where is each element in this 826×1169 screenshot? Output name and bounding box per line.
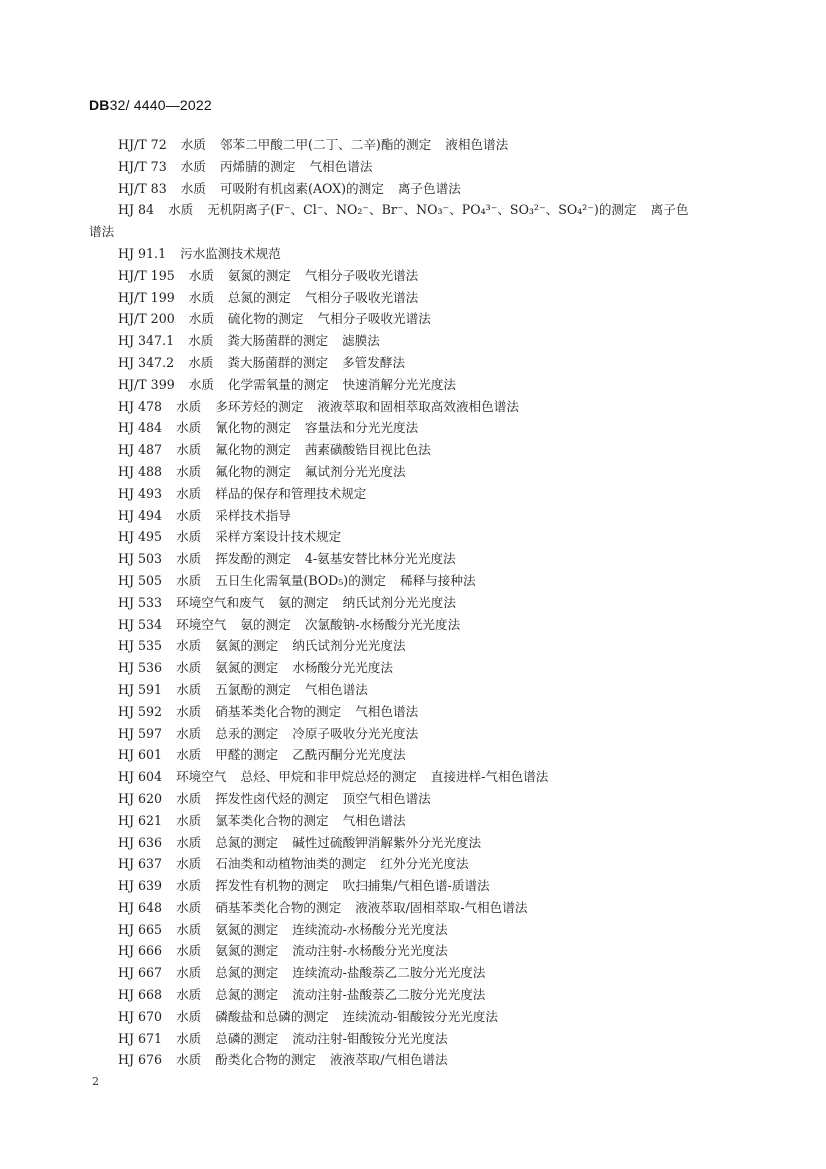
standard-title: 化学需氧量的测定: [227, 376, 329, 392]
standard-category: 水质: [176, 485, 202, 501]
standard-code: HJ 347.2: [118, 354, 175, 370]
standard-method: 稀释与接种法: [400, 572, 476, 588]
standard-category: 水质: [176, 1030, 202, 1046]
standard-category: 水质: [188, 354, 214, 370]
standard-category: 水质: [176, 572, 202, 588]
reference-item: [89, 1028, 739, 1050]
standard-title: 硝基苯类化合物的测定: [215, 899, 342, 915]
standard-code: HJ 668: [118, 987, 163, 1003]
reference-item: [89, 832, 739, 854]
standard-code: HJ 505: [118, 572, 163, 588]
standard-category: 水质: [176, 790, 202, 806]
document-header: [89, 97, 212, 113]
reference-item: [89, 788, 739, 810]
header-prefix: DB: [89, 97, 110, 113]
standard-method: 容量法和分光光度法: [304, 420, 419, 436]
standard-method: 流动注射-水杨酸分光光度法: [292, 943, 448, 959]
standard-code: HJ 494: [118, 507, 163, 523]
standard-category: 水质: [176, 965, 202, 981]
reference-item: [89, 461, 739, 483]
standard-method: 红外分光光度法: [380, 856, 469, 872]
standard-method: 气相色谱法: [342, 812, 406, 828]
standard-method: 冷原子吸收分光光度法: [292, 725, 419, 741]
standard-code: HJ/T 399: [118, 376, 175, 392]
standard-category: 水质: [176, 681, 202, 697]
reference-item: [89, 1006, 739, 1028]
standard-title: 邻苯二甲酸二甲(二丁、二辛)酯的测定: [219, 137, 432, 152]
reference-item: [89, 199, 739, 243]
standard-method: 气相分子吸收光谱法: [304, 289, 419, 305]
standard-title: 粪大肠菌群的测定: [227, 354, 329, 370]
standard-method: 顶空气相色谱法: [342, 790, 431, 806]
standard-title: 氰化物的测定: [215, 420, 291, 436]
standard-code: HJ 648: [118, 899, 163, 915]
standard-title: 样品的保存和管理技术规定: [215, 485, 367, 501]
standard-method: 吹扫捕集/气相色谱-质谱法: [342, 878, 490, 894]
standard-title: 五氯酚的测定: [215, 681, 291, 697]
standard-code: HJ 533: [118, 594, 163, 610]
standard-title: 氟化物的测定: [215, 442, 291, 458]
standard-method: 气相分子吸收光谱法: [304, 267, 419, 283]
reference-item: [89, 1071, 739, 1093]
reference-item: [89, 744, 739, 766]
standard-title: 挥发性有机物的测定: [215, 878, 329, 894]
header-standard-number: 32/ 4440—2022: [109, 97, 212, 113]
standard-title: 无机阴离子(F⁻、Cl⁻、NO₂⁻、Br⁻、NO₃⁻、PO₄³⁻、SO₃²⁻、SO₄²⁻)的测定: [207, 202, 637, 218]
reference-item: [89, 679, 739, 701]
reference-item: [89, 352, 739, 374]
standard-category: 水质: [176, 507, 202, 523]
standard-category: 水质: [176, 463, 202, 479]
standard-code: HJ 591: [118, 681, 163, 697]
standard-title: 总氮的测定: [215, 965, 279, 981]
reference-item: [89, 265, 739, 287]
standard-category: 水质: [188, 376, 214, 392]
standard-title: 氯苯类化合物的测定: [215, 812, 329, 828]
standard-method: 离子色谱法: [397, 180, 461, 196]
standard-method: 气相色谱法: [304, 681, 368, 697]
standard-code: HJ/T 83: [118, 180, 167, 196]
reference-item: [89, 548, 739, 570]
reference-item: [89, 635, 739, 657]
standard-code: HJ/T 199: [118, 289, 175, 305]
reference-item: [89, 853, 739, 875]
standard-category: 水质: [176, 725, 202, 741]
standard-category: 水质: [176, 1052, 202, 1068]
standard-method: 液液萃取和固相萃取高效液相色谱法: [317, 398, 519, 414]
reference-item: [89, 940, 739, 962]
standard-title: 总磷的测定: [215, 1030, 279, 1046]
standard-category: 水质: [176, 442, 202, 458]
reference-item: [89, 897, 739, 919]
standard-code: HJ/T 195: [118, 267, 175, 283]
standard-category: 水质: [180, 180, 206, 196]
standard-title: 总烃、甲烷和非甲烷总烃的测定: [240, 769, 417, 785]
reference-item: [89, 483, 739, 505]
standard-method: 气相色谱法: [309, 158, 373, 174]
standard-category: 环境空气和废气: [176, 594, 265, 610]
standard-code: HJ 503: [118, 551, 163, 567]
reference-item: [89, 505, 739, 527]
standard-code: HJ 636: [118, 834, 163, 850]
standard-method: 气相分子吸收光谱法: [317, 311, 431, 327]
standard-category: 水质: [168, 202, 194, 218]
standard-method: 离子色: [650, 202, 689, 218]
standard-title: 硫化物的测定: [227, 311, 304, 327]
standard-method: 纳氏试剂分光光度法: [342, 594, 456, 610]
standard-code: HJ 347.1: [118, 333, 175, 349]
standard-code: HJ 667: [118, 965, 163, 981]
standard-category: 水质: [180, 158, 206, 174]
standard-method: 液液萃取/固相萃取-气相色谱法: [355, 899, 528, 915]
standard-category: 水质: [176, 420, 202, 436]
standard-category: 水质: [188, 311, 214, 327]
standard-code: HJ/T 72: [118, 137, 167, 152]
standard-category: 环境空气: [176, 769, 227, 785]
standard-category: 水质: [188, 267, 214, 283]
standard-method: 流动注射-盐酸萘乙二胺分光光度法: [292, 987, 486, 1003]
reference-item: [89, 614, 739, 636]
standard-code: HJ 601: [118, 747, 163, 763]
standard-method: 4-氨基安替比林分光光度法: [304, 551, 456, 567]
standard-code: HJ 534: [118, 616, 163, 632]
standard-title: 氨的测定: [278, 594, 329, 610]
standard-title: 酚类化合物的测定: [215, 1052, 317, 1068]
standard-title: 总氮的测定: [227, 289, 291, 305]
standard-category: 水质: [176, 899, 202, 915]
reference-item: [89, 570, 739, 592]
standard-code: HJ 487: [118, 442, 163, 458]
standard-code: HJ 597: [118, 725, 163, 741]
standard-title: 氟化物的测定: [215, 463, 291, 479]
standard-category: 水质: [176, 812, 202, 828]
reference-item: [89, 243, 739, 265]
reference-item: [89, 330, 739, 352]
standard-title: 氨的测定: [240, 616, 291, 632]
standard-method: 纳氏试剂分光光度法: [292, 638, 406, 654]
standard-method: 液液萃取/气相色谱法: [330, 1052, 448, 1068]
standard-category: 水质: [176, 638, 202, 654]
reference-item: [89, 156, 739, 178]
reference-item: [89, 396, 739, 418]
standard-title: 甲醛的测定: [215, 747, 279, 763]
reference-item: [89, 657, 739, 679]
standard-method: 水杨酸分光光度法: [292, 660, 393, 676]
standard-title: 石油类和动植物油类的测定: [215, 856, 367, 872]
standard-method-continuation: 谱法: [89, 224, 115, 240]
standard-category: 水质: [176, 398, 202, 414]
standard-title: 粪大肠菌群的测定: [227, 333, 329, 349]
standard-code: HJ 604: [118, 769, 163, 785]
standard-title: 总氮的测定: [215, 834, 279, 850]
standard-code: HJ 488: [118, 463, 163, 479]
standard-category: 水质: [176, 878, 202, 894]
standard-method: 滤膜法: [342, 333, 380, 349]
standard-title: 丙烯腈的测定: [219, 158, 296, 174]
standard-method: 气相色谱法: [355, 703, 419, 719]
reference-item: [89, 984, 739, 1006]
standard-title: 磷酸盐和总磷的测定: [215, 1008, 329, 1024]
standard-category: 水质: [176, 921, 202, 937]
standard-code: HJ 620: [118, 790, 163, 806]
standard-title: 总氮的测定: [215, 987, 279, 1003]
standard-category: 水质: [176, 529, 202, 545]
standard-title: 氨氮的测定: [215, 921, 279, 937]
standard-title: 总汞的测定: [215, 725, 279, 741]
standard-code: HJ 671: [118, 1030, 163, 1046]
standard-title: 多环芳烃的测定: [215, 398, 304, 414]
standard-code: HJ 665: [118, 921, 163, 937]
reference-item: [89, 592, 739, 614]
standard-title: 氨氮的测定: [215, 943, 279, 959]
standard-title: 污水监测技术规范: [180, 245, 281, 261]
standard-code: HJ 666: [118, 943, 163, 959]
standard-category: 水质: [176, 834, 202, 850]
standard-code: HJ 493: [118, 485, 163, 501]
standard-category: 水质: [176, 943, 202, 959]
standard-title: 五日生化需氧量(BOD₅)的测定: [215, 572, 386, 588]
page-number: 2: [92, 1075, 99, 1088]
standard-method: 流动注射-钼酸铵分光光度法: [292, 1030, 448, 1046]
normative-references-list: [89, 134, 739, 1093]
standard-category: 水质: [176, 1008, 202, 1024]
reference-item: [89, 919, 739, 941]
standard-code: HJ/T 73: [118, 158, 167, 174]
standard-title: 硝基苯类化合物的测定: [215, 703, 342, 719]
standard-title: 可吸附有机卤素(AOX)的测定: [219, 180, 384, 196]
standard-method: 碱性过硫酸钾消解紫外分光光度法: [292, 834, 482, 850]
standard-code: HJ 536: [118, 660, 163, 676]
standard-method: 次氯酸钠-水杨酸分光光度法: [304, 616, 461, 632]
standard-method: 连续流动-盐酸萘乙二胺分光光度法: [292, 965, 486, 981]
standard-category: 水质: [176, 703, 202, 719]
reference-item: [89, 723, 739, 745]
reference-item: [89, 1049, 739, 1071]
standard-category: 水质: [176, 747, 202, 763]
standard-method: 连续流动-水杨酸分光光度法: [292, 921, 448, 937]
reference-item: [89, 308, 739, 330]
reference-item: [89, 701, 739, 723]
reference-item: [89, 287, 739, 309]
standard-method: 液相色谱法: [445, 137, 509, 152]
standard-code: HJ 484: [118, 420, 163, 436]
reference-item: [89, 439, 739, 461]
standard-method: 氟试剂分光光度法: [304, 463, 406, 479]
standard-code: HJ 535: [118, 638, 163, 654]
standard-method: 直接进样-气相色谱法: [430, 769, 549, 785]
reference-item: [89, 134, 739, 156]
standard-category: 水质: [188, 289, 214, 305]
standard-title: 采样技术指导: [215, 507, 291, 523]
reference-item: [89, 810, 739, 832]
reference-item: [89, 178, 739, 200]
reference-item: [89, 417, 739, 439]
standard-method: 乙酰丙酮分光光度法: [292, 747, 406, 763]
standard-code: HJ 84: [118, 202, 155, 218]
reference-item: [89, 962, 739, 984]
reference-item: [89, 875, 739, 897]
standard-category: 水质: [176, 987, 202, 1003]
standard-title: 挥发酚的测定: [215, 551, 291, 567]
standard-code: HJ/T 200: [118, 311, 175, 327]
standard-code: HJ 670: [118, 1008, 163, 1024]
standard-code: HJ 495: [118, 529, 163, 545]
standard-category: 水质: [176, 660, 202, 676]
standard-code: HJ 91.1: [118, 245, 167, 261]
standard-title: 氨氮的测定: [215, 660, 279, 676]
standard-title: 采样方案设计技术规定: [215, 529, 342, 545]
standard-category: 水质: [176, 551, 202, 567]
standard-category: 环境空气: [176, 616, 227, 632]
standard-title: 氨氮的测定: [227, 267, 291, 283]
standard-method: 连续流动-钼酸铵分光光度法: [342, 1008, 498, 1024]
reference-item: [89, 766, 739, 788]
standard-code: HJ 637: [118, 856, 163, 872]
standard-method: 茜素磺酸锆目视比色法: [304, 442, 431, 458]
standard-method: 多管发酵法: [342, 354, 405, 370]
standard-title: 氨氮的测定: [215, 638, 279, 654]
standard-code: HJ 676: [118, 1052, 163, 1068]
standard-method: 快速消解分光光度法: [342, 376, 456, 392]
reference-item: [89, 526, 739, 548]
standard-category: 水质: [176, 856, 202, 872]
standard-code: HJ 621: [118, 812, 163, 828]
standard-category: 水质: [180, 137, 206, 152]
standard-title: 挥发性卤代烃的测定: [215, 790, 329, 806]
standard-code: HJ 592: [118, 703, 163, 719]
standard-code: HJ 639: [118, 878, 163, 894]
standard-code: HJ 478: [118, 398, 163, 414]
reference-item: [89, 374, 739, 396]
standard-category: 水质: [188, 333, 214, 349]
